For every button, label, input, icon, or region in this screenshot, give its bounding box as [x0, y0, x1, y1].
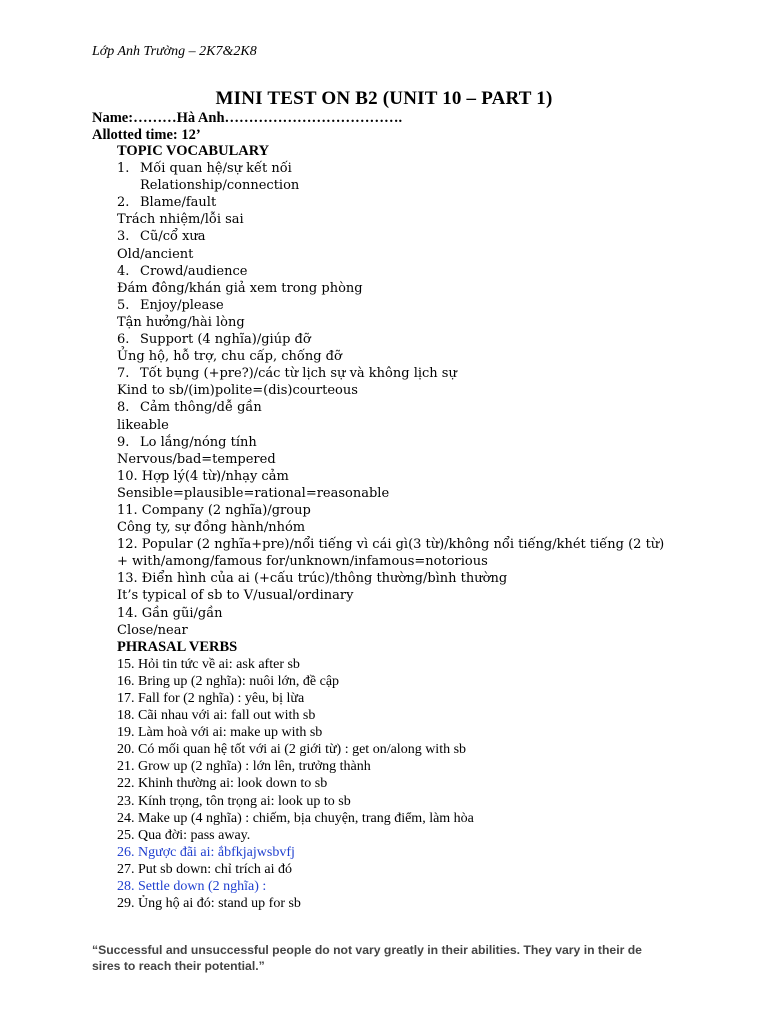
- phrasal-item: 29. Ủng hộ ai đó: stand up for sb: [117, 896, 301, 912]
- phrasal-item: 27. Put sb down: chỉ trích ai đó: [117, 861, 292, 877]
- name-label: Name:………: [92, 110, 177, 126]
- phrasal-item: 22. Khinh thường ai: look down to sb: [117, 776, 328, 792]
- vocab-answer: + with/among/famous for/unknown/infamous=notorious: [117, 554, 488, 570]
- content-body: [0, 143, 768, 912]
- phrasal-item: 15. Hỏi tin tức về ai: ask after sb: [117, 656, 300, 672]
- vocab-answer: Kind to sb/(im)polite=(dis)courteous: [117, 383, 358, 399]
- vocab-number: 9.: [117, 434, 130, 450]
- vocab-question: 11. Company (2 nghĩa)/group: [117, 502, 311, 518]
- vocab-question-text: Support (4 nghĩa)/giúp đỡ: [140, 332, 311, 348]
- page-header: Lớp Anh Trường – 2K7&2K8: [92, 44, 257, 59]
- vocab-number: 4.: [117, 263, 130, 279]
- vocab-question: [0, 228, 768, 245]
- phrasal-item: 23. Kính trọng, tôn trọng ai: look up to sb: [117, 793, 351, 809]
- footer-quote: [92, 942, 692, 974]
- vocab-number: 6.: [117, 332, 130, 348]
- vocab-question-text: Tốt bụng (+pre?)/các từ lịch sự và không lịch sự: [140, 366, 457, 382]
- phrasal-item: 20. Có mối quan hệ tốt với ai (2 giới từ) : get on/along with sb: [117, 742, 467, 758]
- vocab-question-text: Crowd/audience: [140, 263, 248, 279]
- vocab-answer: Nervous/bad=tempered: [117, 451, 276, 467]
- time-row: Allotted time: 12’: [92, 127, 201, 143]
- vocab-answer: likeable: [117, 417, 169, 433]
- vocab-question-text: Blame/fault: [140, 195, 217, 211]
- phrasal-item: 17. Fall for (2 nghĩa) : yêu, bị lừa: [117, 691, 305, 706]
- vocab-answer: Relationship/connection: [140, 178, 300, 194]
- vocab-question: 14. Gần gũi/gần: [117, 605, 223, 621]
- vocab-answer: Sensible=plausible=rational=reasonable: [117, 485, 390, 501]
- vocab-question: [0, 399, 768, 416]
- vocab-question: [0, 160, 768, 177]
- vocab-number: 3.: [117, 229, 130, 245]
- phrasal-item: 25. Qua đời: pass away.: [117, 827, 251, 843]
- name-row: [92, 110, 402, 127]
- vocab-question: [0, 263, 768, 280]
- quote-line-2: sires to reach their potential.”: [92, 959, 265, 973]
- vocab-question: 10. Hợp lý(4 từ)/nhạy cảm: [117, 468, 289, 484]
- vocab-question-text: Cũ/cổ xưa: [140, 229, 206, 245]
- vocab-question: [0, 331, 768, 348]
- phrasal-item: 16. Bring up (2 nghĩa): nuôi lớn, đề cập: [117, 673, 340, 689]
- vocab-answer: Trách nhiệm/lỗi sai: [117, 212, 244, 228]
- vocab-question-text: Mối quan hệ/sự kết nối: [140, 161, 292, 177]
- vocab-number: 7.: [117, 366, 130, 382]
- vocab-question: [0, 434, 768, 451]
- vocab-answer: It’s typical of sb to V/usual/ordinary: [117, 588, 354, 604]
- vocab-question: [0, 194, 768, 211]
- vocab-question: [0, 297, 768, 314]
- vocab-question-text: Enjoy/please: [140, 297, 224, 313]
- page-title: MINI TEST ON B2 (UNIT 10 – PART 1): [215, 88, 553, 109]
- vocab-question: [0, 365, 768, 382]
- vocab-answer: Old/ancient: [117, 246, 194, 262]
- phrasal-item: 28. Settle down (2 nghĩa) :: [117, 879, 267, 895]
- phrasal-heading: PHRASAL VERBS: [117, 638, 238, 655]
- phrasal-item: 19. Làm hoà với ai: make up with sb: [117, 725, 323, 741]
- vocab-answer: Công ty, sự đồng hành/nhóm: [117, 520, 306, 536]
- vocab-question-text: Cảm thông/dễ gần: [140, 400, 262, 416]
- vocab-answer: Đám đông/khán giả xem trong phòng: [117, 280, 363, 296]
- vocab-answer: Tận hưởng/hài lòng: [117, 314, 245, 330]
- vocab-number: 2.: [117, 195, 130, 211]
- vocab-question: 12. Popular (2 nghĩa+pre)/nổi tiếng vì cái gì(3 từ)/không nổi tiếng/khét tiếng (2 từ): [117, 537, 665, 553]
- vocab-heading: TOPIC VOCABULARY: [117, 143, 270, 159]
- vocab-number: 1.: [117, 161, 130, 177]
- vocab-number: 5.: [117, 297, 130, 313]
- quote-line-1: “Successful and unsuccessful people do not vary greatly in their abilities. They vary in their de: [92, 943, 642, 957]
- phrasal-item: 21. Grow up (2 nghĩa) : lớn lên, trưởng thành: [117, 759, 371, 775]
- phrasal-item: 26. Ngược đãi ai: ắbfkjajwsbvfj: [117, 844, 295, 860]
- phrasal-item: 24. Make up (4 nghĩa) : chiếm, bịa chuyện, trang điểm, làm hòa: [117, 810, 474, 826]
- vocab-question: 13. Điển hình của ai (+cấu trúc)/thông thường/bình thường: [117, 571, 508, 587]
- vocab-number: 8.: [117, 400, 130, 416]
- vocab-answer: Ủng hộ, hỗ trợ, chu cấp, chống đỡ: [117, 349, 342, 365]
- vocab-answer: Close/near: [117, 622, 188, 638]
- name-value: Hà Anh……………………………….: [176, 110, 403, 126]
- vocab-question-text: Lo lắng/nóng tính: [140, 434, 257, 450]
- phrasal-item: 18. Cãi nhau với ai: fall out with sb: [117, 708, 316, 724]
